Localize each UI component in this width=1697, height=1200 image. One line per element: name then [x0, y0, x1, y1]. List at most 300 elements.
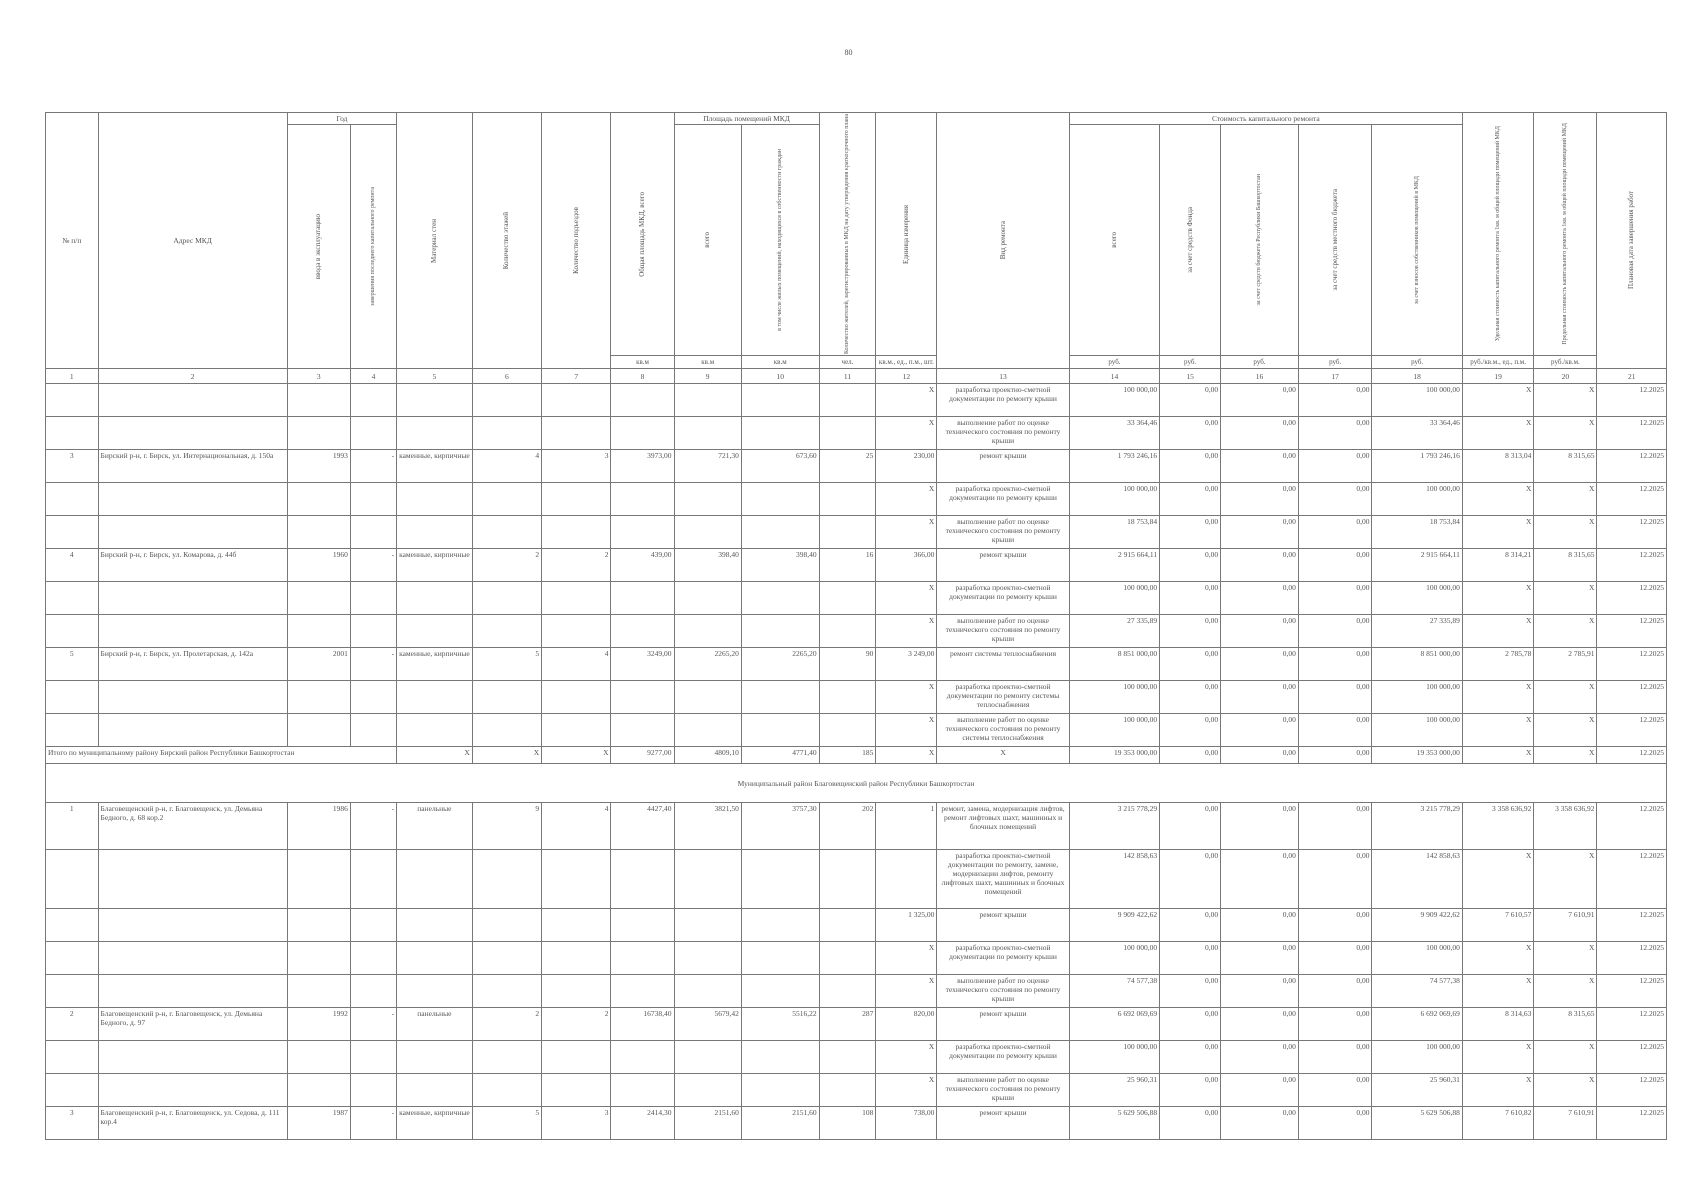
cell-residents: 90 — [819, 648, 876, 681]
cell-rb: 0,00 — [1221, 417, 1299, 450]
cell-year-last — [350, 681, 396, 714]
cell-owners: 27 335,89 — [1372, 615, 1462, 648]
table-row — [46, 582, 1667, 615]
cell-residents: 16 — [819, 549, 876, 582]
cell-year-built — [287, 975, 350, 1008]
cell-total-area — [611, 942, 674, 975]
table-row — [46, 975, 1667, 1008]
cell-local: 0,00 — [1298, 1107, 1372, 1140]
cell-wall — [397, 681, 473, 714]
cell-residents — [819, 850, 876, 909]
cell-total-area — [611, 850, 674, 909]
cell-work-type: выполнение работ по оценке технического состояния по ремонту крыши — [937, 417, 1069, 450]
cell-deadline: 12.2025 — [1597, 582, 1667, 615]
cell-limit-cost: X — [1534, 1074, 1597, 1107]
cell-no — [46, 942, 99, 975]
cell-measure: 366,00 — [876, 549, 937, 582]
cell-year-built — [287, 850, 350, 909]
cell-work-type: ремонт, замена, модернизация лифтов, ремонт лифтовых шахт, машинных и блочных помещений — [937, 803, 1069, 850]
cell-floors — [472, 417, 541, 450]
cell-deadline: 12.2025 — [1597, 942, 1667, 975]
cell-owners: 8 851 000,00 — [1372, 648, 1462, 681]
header-work-type-text: Вид ремонта — [998, 221, 1007, 260]
cell-year-last: - — [350, 803, 396, 850]
cell-rb: 0,00 — [1221, 516, 1299, 549]
column-number: 19 — [1462, 369, 1533, 384]
cell-owners: 74 577,38 — [1372, 975, 1462, 1008]
cell-limit-cost: X — [1534, 417, 1597, 450]
cell-owners: 33 364,46 — [1372, 417, 1462, 450]
cell-fund: 0,00 — [1160, 803, 1221, 850]
cell-prem-owned: 2151,60 — [741, 1107, 819, 1140]
cell-year-built — [287, 384, 350, 417]
header-residents — [819, 113, 876, 356]
cell-address: Благовещенский р-н, г. Благовещенск, ул. Демьяна Бедного, д. 97 — [98, 1008, 287, 1041]
cell-cost-total: 100 000,00 — [1069, 942, 1159, 975]
cell-fund: 0,00 — [1160, 450, 1221, 483]
cell-no: 3 — [46, 1107, 99, 1140]
cell-rb: 0,00 — [1221, 803, 1299, 850]
cell-prem-owned: 5516,22 — [741, 1008, 819, 1041]
cell-unit-cost: X — [1462, 615, 1533, 648]
cell-residents: 185 — [819, 747, 876, 764]
cell-limit-cost: X — [1534, 714, 1597, 747]
cell-cost-total: 100 000,00 — [1069, 681, 1159, 714]
cell-limit-cost: X — [1534, 384, 1597, 417]
cell-work-type: X — [937, 747, 1069, 764]
cell-address: Бирский р-н, г. Бирск, ул. Пролетарская, д. 142а — [98, 648, 287, 681]
header-prem-total-text: всего — [703, 232, 712, 248]
cell-total-area — [611, 975, 674, 1008]
cell-address — [98, 975, 287, 1008]
cell-prem-owned: 4771,40 — [741, 747, 819, 764]
cell-entrances — [542, 615, 611, 648]
cell-prem-total — [674, 850, 741, 909]
cell-measure: X — [876, 942, 937, 975]
cell-fund: 0,00 — [1160, 384, 1221, 417]
header-year-last — [350, 125, 396, 369]
header-rb-text: за счет средств бюджета Республики Башкортостан — [1255, 174, 1262, 306]
cell-no — [46, 850, 99, 909]
cell-address — [98, 417, 287, 450]
cell-fund: 0,00 — [1160, 975, 1221, 1008]
cell-measure: X — [876, 483, 937, 516]
cell-limit-cost: 8 315,65 — [1534, 1008, 1597, 1041]
cell-fund: 0,00 — [1160, 942, 1221, 975]
column-number: 14 — [1069, 369, 1159, 384]
cell-deadline: 12.2025 — [1597, 803, 1667, 850]
cell-year-built: 1960 — [287, 549, 350, 582]
cell-no: 4 — [46, 549, 99, 582]
cell-fund: 0,00 — [1160, 483, 1221, 516]
column-number: 7 — [542, 369, 611, 384]
cell-rb: 0,00 — [1221, 582, 1299, 615]
cell-total-area: 9277,00 — [611, 747, 674, 764]
cell-entrances — [542, 1074, 611, 1107]
cell-owners: 25 960,31 — [1372, 1074, 1462, 1107]
column-number: 9 — [674, 369, 741, 384]
cell-rb: 0,00 — [1221, 450, 1299, 483]
cell-unit-cost: X — [1462, 681, 1533, 714]
cell-unit-cost: X — [1462, 483, 1533, 516]
cell-prem-owned — [741, 384, 819, 417]
total-row — [46, 747, 1667, 764]
cell-work-type: выполнение работ по оценке технического состояния по ремонту крыши — [937, 1074, 1069, 1107]
cell-wall — [397, 582, 473, 615]
cell-work-type: ремонт крыши — [937, 1107, 1069, 1140]
cell-no — [46, 681, 99, 714]
cell-wall — [397, 714, 473, 747]
cell-local: 0,00 — [1298, 615, 1372, 648]
cell-prem-total: 721,30 — [674, 450, 741, 483]
table-row — [46, 1074, 1667, 1107]
group-title: Муниципальный район Благовещенский район Республики Башкортостан — [46, 764, 1667, 803]
cell-measure — [876, 850, 937, 909]
cell-local: 0,00 — [1298, 549, 1372, 582]
column-number: 8 — [611, 369, 674, 384]
page-number: 80 — [844, 48, 853, 57]
cell-limit-cost: X — [1534, 516, 1597, 549]
cell-deadline: 12.2025 — [1597, 1074, 1667, 1107]
cell-owners: 100 000,00 — [1372, 483, 1462, 516]
unit-cell: руб. — [1298, 356, 1372, 369]
cell-limit-cost: 8 315,65 — [1534, 549, 1597, 582]
cell-local: 0,00 — [1298, 384, 1372, 417]
cell-entrances: 4 — [542, 648, 611, 681]
cell-year-last — [350, 516, 396, 549]
cell-address — [98, 483, 287, 516]
header-total-area — [611, 113, 674, 356]
header-fund-text: за счет средств Фонда — [1185, 207, 1194, 273]
cell-owners: 100 000,00 — [1372, 1041, 1462, 1074]
cell-cost-total: 74 577,38 — [1069, 975, 1159, 1008]
cell-prem-owned — [741, 483, 819, 516]
cell-address: Бирский р-н, г. Бирск, ул. Интернациональная, д. 150а — [98, 450, 287, 483]
cell-entrances — [542, 516, 611, 549]
cell-no — [46, 483, 99, 516]
cell-work-type: ремонт крыши — [937, 1008, 1069, 1041]
table-row — [46, 483, 1667, 516]
table-header — [46, 113, 1667, 369]
cell-residents — [819, 714, 876, 747]
cell-prem-total: 4809,10 — [674, 747, 741, 764]
cell-prem-total — [674, 417, 741, 450]
table-row — [46, 450, 1667, 483]
unit-cell: руб. — [1372, 356, 1462, 369]
cell-address: Бирский р-н, г. Бирск, ул. Комарова, д. 44б — [98, 549, 287, 582]
cell-entrances — [542, 942, 611, 975]
cell-wall: панельные — [397, 803, 473, 850]
unit-cell: руб./кв.м., ед., п.м. — [1462, 356, 1533, 369]
cell-entrances — [542, 975, 611, 1008]
cell-total-area — [611, 1074, 674, 1107]
cell-measure: X — [876, 582, 937, 615]
cell-year-built — [287, 714, 350, 747]
cell-total-area: 2414,30 — [611, 1107, 674, 1140]
cell-no — [46, 909, 99, 942]
cell-deadline: 12.2025 — [1597, 1008, 1667, 1041]
cell-floors: 4 — [472, 450, 541, 483]
cell-no: 3 — [46, 450, 99, 483]
cell-local: 0,00 — [1298, 1008, 1372, 1041]
cell-fund: 0,00 — [1160, 516, 1221, 549]
cell-address: Благовещенский р-н, г. Благовещенск, ул. Седова, д. 111 кор.4 — [98, 1107, 287, 1140]
cell-prem-owned: 3757,30 — [741, 803, 819, 850]
cell-deadline: 12.2025 — [1597, 714, 1667, 747]
cell-cost-total: 19 353 000,00 — [1069, 747, 1159, 764]
header-floors — [472, 113, 541, 369]
cell-deadline: 12.2025 — [1597, 747, 1667, 764]
cell-prem-owned — [741, 975, 819, 1008]
cell-local: 0,00 — [1298, 975, 1372, 1008]
unit-cell: кв.м — [741, 356, 819, 369]
cell-residents — [819, 975, 876, 1008]
cell-owners: 142 858,63 — [1372, 850, 1462, 909]
cell-residents — [819, 909, 876, 942]
cell-floors: 9 — [472, 803, 541, 850]
header-floors-text: Количество этажей — [502, 211, 511, 270]
cell-cost-total: 100 000,00 — [1069, 582, 1159, 615]
cell-residents — [819, 615, 876, 648]
header-local-text: за счет средств местного бюджета — [1330, 189, 1339, 291]
cell-cost-total: 27 335,89 — [1069, 615, 1159, 648]
cell-entrances: 3 — [542, 450, 611, 483]
header-cost: Стоимость капитального ремонта — [1069, 113, 1462, 125]
cell-residents: 287 — [819, 1008, 876, 1041]
cell-limit-cost: X — [1534, 942, 1597, 975]
cell-no: 2 — [46, 1008, 99, 1041]
cell-local: 0,00 — [1298, 942, 1372, 975]
cell-prem-owned: 398,40 — [741, 549, 819, 582]
cell-year-last — [350, 1041, 396, 1074]
cell-measure: X — [876, 747, 937, 764]
cell-total-area — [611, 384, 674, 417]
cell-fund: 0,00 — [1160, 549, 1221, 582]
cell-owners: 100 000,00 — [1372, 714, 1462, 747]
cell-residents — [819, 582, 876, 615]
cell-residents — [819, 417, 876, 450]
repair-plan-table — [45, 112, 1667, 1140]
cell-address — [98, 714, 287, 747]
cell-rb: 0,00 — [1221, 615, 1299, 648]
cell-work-type: разработка проектно-сметной документации по ремонту крыши — [937, 483, 1069, 516]
cell-floors — [472, 384, 541, 417]
header-wall-text: Материал стен — [429, 218, 438, 263]
cell-wall: X — [397, 747, 473, 764]
cell-address — [98, 681, 287, 714]
cell-year-built — [287, 615, 350, 648]
cell-residents — [819, 516, 876, 549]
cell-year-built — [287, 1074, 350, 1107]
cell-measure: X — [876, 615, 937, 648]
column-number: 13 — [937, 369, 1069, 384]
cell-fund: 0,00 — [1160, 1008, 1221, 1041]
cell-total-area — [611, 582, 674, 615]
cell-total-area — [611, 1041, 674, 1074]
header-prem-total — [674, 125, 741, 356]
column-number: 16 — [1221, 369, 1299, 384]
cell-cost-total: 1 793 246,16 — [1069, 450, 1159, 483]
cell-year-last: - — [350, 549, 396, 582]
column-number: 5 — [397, 369, 473, 384]
table-row — [46, 417, 1667, 450]
cell-deadline: 12.2025 — [1597, 1107, 1667, 1140]
cell-entrances — [542, 417, 611, 450]
header-residents-text: Количество жителей, зарегистрированных в МКД на дату утверждения краткосрочного плана — [843, 114, 850, 355]
cell-entrances — [542, 483, 611, 516]
cell-total-area — [611, 516, 674, 549]
cell-fund: 0,00 — [1160, 850, 1221, 909]
column-number: 21 — [1597, 369, 1667, 384]
cell-limit-cost: X — [1534, 615, 1597, 648]
table-row — [46, 681, 1667, 714]
cell-wall — [397, 384, 473, 417]
cell-owners: 18 753,84 — [1372, 516, 1462, 549]
cell-work-type: разработка проектно-сметной документации по ремонту системы теплоснабжения — [937, 681, 1069, 714]
cell-year-last — [350, 582, 396, 615]
cell-local: 0,00 — [1298, 1041, 1372, 1074]
header-year-built — [287, 125, 350, 369]
cell-entrances — [542, 1041, 611, 1074]
cell-unit-cost: X — [1462, 1041, 1533, 1074]
cell-limit-cost: X — [1534, 483, 1597, 516]
cell-no — [46, 1074, 99, 1107]
column-number: 10 — [741, 369, 819, 384]
cell-prem-total — [674, 909, 741, 942]
cell-prem-total: 398,40 — [674, 549, 741, 582]
cell-prem-total: 5679,42 — [674, 1008, 741, 1041]
header-unit-cost — [1462, 113, 1533, 356]
cell-wall — [397, 975, 473, 1008]
cell-year-built: 1992 — [287, 1008, 350, 1041]
header-total-area-text: Общая площадь МКД, всего — [638, 191, 647, 277]
cell-rb: 0,00 — [1221, 747, 1299, 764]
column-number: 17 — [1298, 369, 1372, 384]
cell-deadline: 12.2025 — [1597, 909, 1667, 942]
unit-cell: чел. — [819, 356, 876, 369]
cell-wall: каменные, кирпичные — [397, 450, 473, 483]
cell-floors — [472, 483, 541, 516]
cell-residents — [819, 681, 876, 714]
cell-total-area: 3249,00 — [611, 648, 674, 681]
cell-rb: 0,00 — [1221, 975, 1299, 1008]
cell-prem-owned — [741, 1074, 819, 1107]
cell-measure: X — [876, 1074, 937, 1107]
header-year-last-text: завершения последнего капитального ремонта — [369, 187, 376, 306]
cell-address — [98, 516, 287, 549]
cell-measure: 738,00 — [876, 1107, 937, 1140]
cell-owners: 5 629 506,88 — [1372, 1107, 1462, 1140]
cell-work-type: ремонт крыши — [937, 549, 1069, 582]
cell-address — [98, 582, 287, 615]
header-limit-cost — [1534, 113, 1597, 356]
cell-unit-cost: X — [1462, 516, 1533, 549]
cell-unit-cost: X — [1462, 417, 1533, 450]
cell-measure: X — [876, 384, 937, 417]
total-label: Итого по муниципальному району Бирский район Республики Башкортостан — [46, 747, 397, 764]
cell-wall — [397, 850, 473, 909]
cell-year-built — [287, 681, 350, 714]
unit-cell: кв.м., ед., п.м., шт. — [876, 356, 937, 369]
cell-year-last — [350, 850, 396, 909]
cell-no — [46, 615, 99, 648]
cell-limit-cost: X — [1534, 681, 1597, 714]
cell-unit-cost: 8 314,21 — [1462, 549, 1533, 582]
cell-local: 0,00 — [1298, 648, 1372, 681]
header-premises: Площадь помещений МКД — [674, 113, 819, 125]
cell-cost-total: 100 000,00 — [1069, 483, 1159, 516]
table-row — [46, 942, 1667, 975]
header-measure — [876, 113, 937, 356]
cell-unit-cost: 8 313,04 — [1462, 450, 1533, 483]
cell-year-last: - — [350, 1107, 396, 1140]
table-row — [46, 909, 1667, 942]
cell-prem-owned — [741, 417, 819, 450]
cell-measure: X — [876, 681, 937, 714]
cell-address: Благовещенский р-н, г. Благовещенск, ул. Демьяна Бедного, д. 68 кор.2 — [98, 803, 287, 850]
cell-measure: 230,00 — [876, 450, 937, 483]
cell-total-area — [611, 417, 674, 450]
cell-residents: 108 — [819, 1107, 876, 1140]
cell-total-area: 3973,00 — [611, 450, 674, 483]
cell-fund: 0,00 — [1160, 1107, 1221, 1140]
cell-fund: 0,00 — [1160, 714, 1221, 747]
column-number: 15 — [1160, 369, 1221, 384]
cell-fund: 0,00 — [1160, 1041, 1221, 1074]
cell-rb: 0,00 — [1221, 1074, 1299, 1107]
header-address: Адрес МКД — [98, 113, 287, 369]
repair-plan-table-wrapper — [45, 112, 1667, 1140]
header-rb — [1221, 125, 1299, 356]
cell-measure: X — [876, 1041, 937, 1074]
cell-unit-cost: X — [1462, 747, 1533, 764]
table-row — [46, 803, 1667, 850]
column-number: 18 — [1372, 369, 1462, 384]
cell-prem-owned: 2265,20 — [741, 648, 819, 681]
header-measure-text: Единица измерения — [901, 204, 910, 264]
cell-cost-total: 6 692 069,69 — [1069, 1008, 1159, 1041]
cell-unit-cost: X — [1462, 975, 1533, 1008]
cell-prem-total — [674, 615, 741, 648]
cell-local: 0,00 — [1298, 681, 1372, 714]
column-number: 20 — [1534, 369, 1597, 384]
cell-deadline: 12.2025 — [1597, 975, 1667, 1008]
cell-floors — [472, 582, 541, 615]
cell-residents — [819, 942, 876, 975]
cell-address — [98, 942, 287, 975]
cell-floors — [472, 714, 541, 747]
cell-total-area — [611, 681, 674, 714]
header-owners-text: за счет взносов собственников помещений в МКД — [1413, 175, 1420, 305]
cell-year-built: 1986 — [287, 803, 350, 850]
cell-total-area — [611, 615, 674, 648]
cell-unit-cost: 7 610,57 — [1462, 909, 1533, 942]
header-local — [1298, 125, 1372, 356]
cell-owners: 19 353 000,00 — [1372, 747, 1462, 764]
cell-deadline: 12.2025 — [1597, 615, 1667, 648]
cell-floors — [472, 975, 541, 1008]
cell-work-type: ремонт крыши — [937, 909, 1069, 942]
cell-deadline: 12.2025 — [1597, 450, 1667, 483]
cell-total-area — [611, 483, 674, 516]
cell-total-area — [611, 714, 674, 747]
group-title-row — [46, 764, 1667, 803]
cell-prem-owned — [741, 850, 819, 909]
header-unit-cost-text: Удельная стоимость капитального ремонта 1кв. м общей площади помещений МКД — [1494, 126, 1501, 342]
cell-unit-cost: X — [1462, 942, 1533, 975]
cell-prem-owned — [741, 615, 819, 648]
cell-work-type: разработка проектно-сметной документации по ремонту крыши — [937, 1041, 1069, 1074]
